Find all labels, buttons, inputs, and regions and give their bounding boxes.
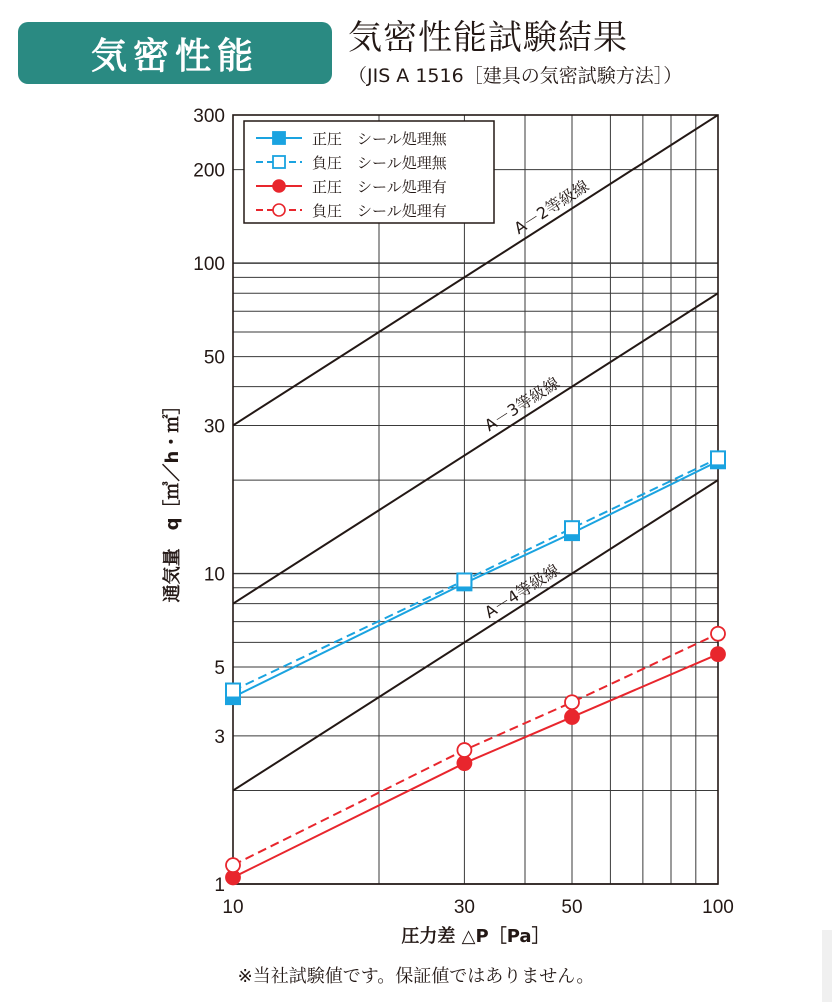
data-point [226, 858, 240, 872]
x-tick-label: 100 [702, 897, 734, 918]
data-point [565, 521, 579, 535]
grade-line-label: A－4等級線 [481, 560, 564, 622]
y-tick-label: 100 [193, 254, 225, 276]
plot-frame [233, 115, 718, 884]
series-line [233, 461, 718, 697]
page-title: 気密性能試験結果 [348, 18, 628, 58]
data-point [711, 647, 725, 661]
legend-label: 負圧 シール処理有 [312, 202, 447, 220]
grade-line [233, 293, 718, 603]
y-tick-label: 1 [214, 875, 225, 896]
legend-marker [273, 204, 285, 216]
legend-label: 正圧 シール処理無 [312, 130, 447, 148]
footnote: ※当社試験値です。保証値ではありません。 [237, 966, 595, 987]
page-edge-decoration [822, 930, 832, 1002]
data-point [711, 451, 725, 465]
grid [233, 115, 718, 884]
series-line [233, 654, 718, 877]
grade-line-label: A－2等級線 [510, 176, 593, 239]
y-tick-label: 5 [214, 658, 225, 680]
y-tick-label: 300 [193, 106, 225, 127]
data-point [711, 627, 725, 641]
x-axis-label: 圧力差 △P［Pa］ [401, 926, 550, 947]
data-point [565, 710, 579, 724]
data-point [565, 695, 579, 709]
legend-marker [273, 180, 285, 192]
series-line [233, 634, 718, 865]
y-tick-label: 50 [203, 347, 225, 369]
x-tick-label: 10 [222, 897, 244, 918]
y-tick-label: 3 [214, 726, 225, 748]
legend-label: 正圧 シール処理有 [312, 178, 447, 196]
grade-line-label: A－3等級線 [481, 373, 564, 436]
grade-line [233, 480, 718, 790]
series [226, 647, 725, 884]
x-tick-label: 30 [453, 897, 475, 918]
series [226, 451, 725, 697]
data-point [457, 743, 471, 757]
series-line [233, 458, 718, 690]
section-badge-label: 気密性能 [90, 35, 259, 77]
y-axis-label: 通気量 q［㎥／h・㎡］ [162, 396, 183, 603]
legend-marker [273, 132, 285, 144]
legend-marker [273, 156, 285, 168]
y-tick-label: 10 [203, 564, 225, 586]
legend [244, 121, 494, 223]
y-tick-label: 200 [193, 160, 225, 182]
legend-label: 負圧 シール処理無 [312, 154, 447, 172]
y-tick-label: 30 [203, 416, 225, 438]
data-point [226, 684, 240, 698]
page-subtitle: （JIS A 1516［建具の気密試験方法］） [348, 65, 683, 87]
data-point [457, 756, 471, 770]
data-point [457, 573, 471, 587]
x-tick-label: 50 [561, 897, 583, 918]
